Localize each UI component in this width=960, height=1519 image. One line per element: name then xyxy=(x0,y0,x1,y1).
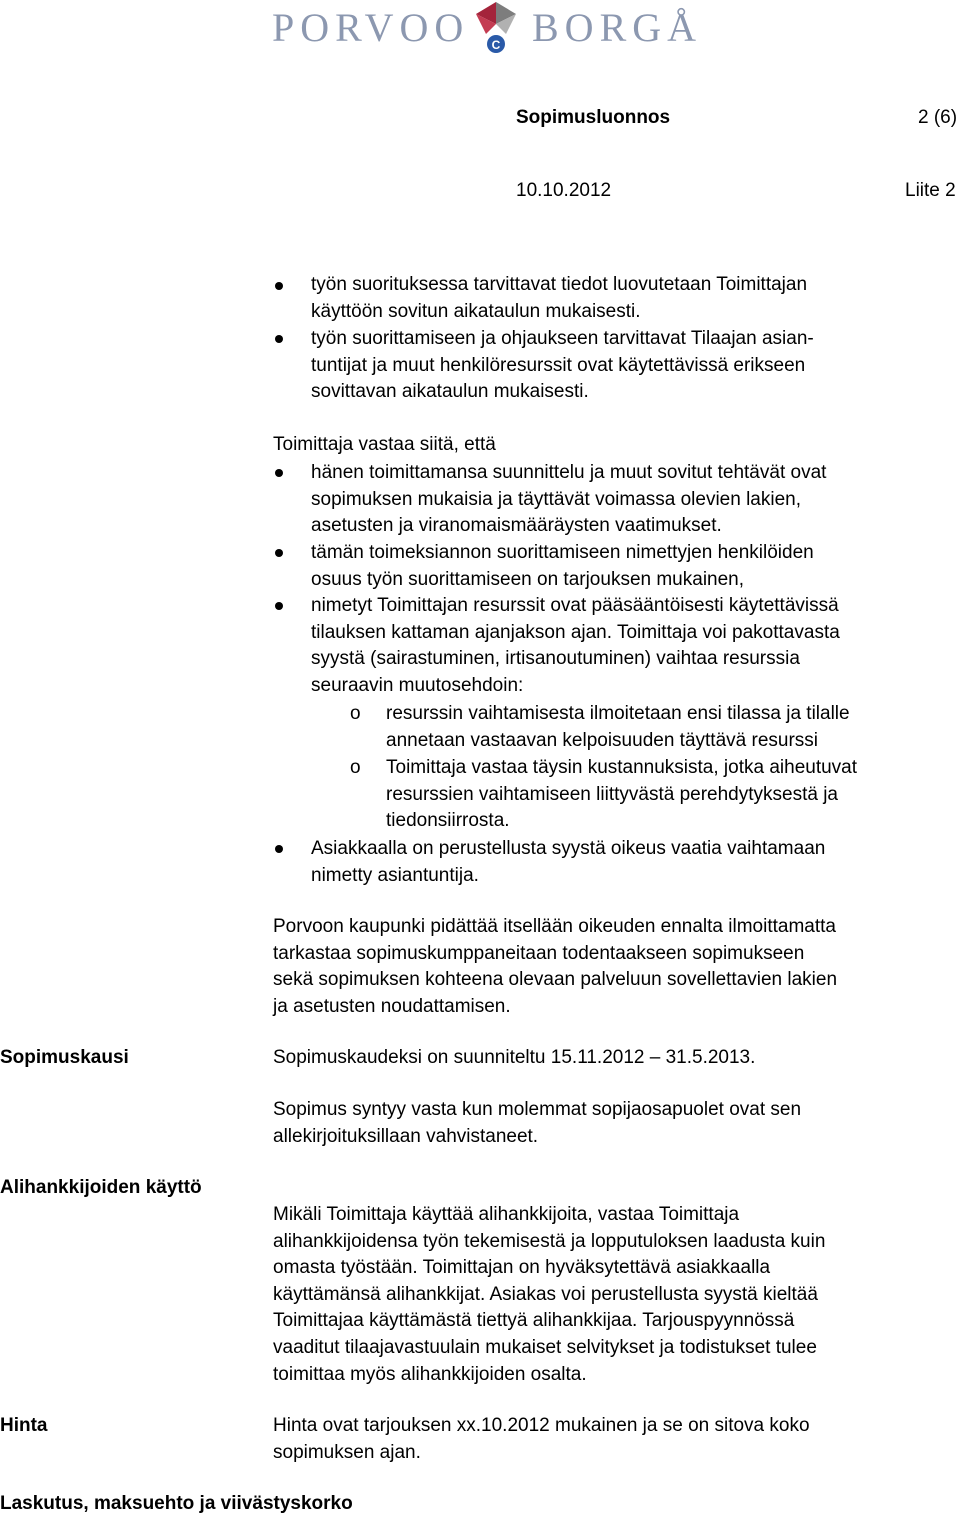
section-heading-sopimuskausi: Sopimuskausi xyxy=(0,1047,129,1068)
page-number: 2 (6) xyxy=(918,107,958,128)
bullet-icon xyxy=(275,549,283,557)
text-line: resurssin vaihtamisesta ilmoitetaan ensi tilassa ja tilalle xyxy=(386,703,850,724)
text-line: vaaditut tilaajavastuulain mukaiset selvitykset ja todistukset tulee xyxy=(273,1336,817,1358)
circle-bullet-icon: o xyxy=(350,703,361,724)
text-line: syystä (sairastuminen, irtisanoutuminen) vaihtaa resurssia xyxy=(311,648,800,670)
text-line: sovittavan aikataulun mukaisesti. xyxy=(311,381,589,403)
text-line: tuntijat ja muut henkilöresurssit ovat käytettävissä erikseen xyxy=(311,354,806,376)
porvoo-borga-logo xyxy=(0,0,960,60)
list-item xyxy=(311,326,814,406)
text-line: työn suorituksessa tarvittavat tiedot luovutetaan Toimittajan xyxy=(311,274,808,295)
text-line: käyttämänsä alihankkijat. Asiakas voi perustellusta syystä kieltää xyxy=(273,1283,818,1305)
bullet-icon xyxy=(275,845,283,853)
text-line: ja asetusten noudattamisen. xyxy=(273,995,511,1017)
bullet-icon xyxy=(275,602,283,610)
section-heading-alihankkijat: Alihankkijoiden käyttö xyxy=(0,1177,202,1198)
text-line: tiedonsiirrosta. xyxy=(386,810,510,832)
text-line: nimetty asiantuntija. xyxy=(311,864,479,886)
svg-text:C: C xyxy=(491,38,501,52)
section-heading-hinta: Hinta xyxy=(0,1415,48,1436)
text-line: asetusten ja viranomaismääräysten vaatimukset. xyxy=(311,515,722,537)
text-line: resurssien vaihtamiseen liittyvästä perehdytyksestä ja xyxy=(386,783,838,805)
document-date: 10.10.2012 xyxy=(516,180,612,201)
supplier-intro: Toimittaja vastaa siitä, että xyxy=(273,434,496,455)
subcontractor-paragraph xyxy=(273,1202,825,1388)
text-line: Sopimus syntyy vasta kun molemmat sopijaosapuolet ovat sen xyxy=(273,1099,802,1120)
attachment-label: Liite 2 xyxy=(905,180,956,201)
text-line: tämän toimeksiannon suorittamiseen nimettyjen henkilöiden xyxy=(311,542,814,563)
text-line: annetaan vastaavan kelpoisuuden täyttävä resurssi xyxy=(386,729,818,751)
porvoo-paragraph xyxy=(273,914,837,1020)
list-item xyxy=(311,460,826,540)
text-line: osuus työn suorittamiseen on tarjouksen mukainen, xyxy=(311,568,745,590)
bullet-icon xyxy=(275,282,283,290)
bullet-icon xyxy=(275,335,283,343)
logo-text-left: PORVOO xyxy=(272,5,470,50)
document-title: Sopimusluonnos xyxy=(516,107,671,128)
contract-formation-paragraph xyxy=(273,1097,801,1150)
text-line: käyttöön sovitun aikataulun mukaisesti. xyxy=(311,300,641,322)
text-line: Hinta ovat tarjouksen xx.10.2012 mukainen ja se on sitova koko xyxy=(273,1415,810,1436)
sub-list-item xyxy=(386,755,857,835)
sub-list-item xyxy=(386,701,850,754)
section-heading-laskutus: Laskutus, maksuehto ja viivästyskorko xyxy=(0,1493,353,1514)
text-line: työn suorittamiseen ja ohjaukseen tarvittavat Tilaajan asian- xyxy=(311,328,814,349)
text-line: sopimuksen mukaisia ja täyttävät voimassa olevien lakien, xyxy=(311,488,802,510)
text-line: nimetyt Toimittajan resurssit ovat pääsääntöisesti käytettävissä xyxy=(311,595,839,616)
city-crest-icon xyxy=(468,0,524,56)
text-line: omasta työstään. Toimittajan on hyväksytettävä asiakkaalla xyxy=(273,1257,771,1279)
text-line: Mikäli Toimittaja käyttää alihankkijoita, vastaa Toimittaja xyxy=(273,1204,740,1225)
list-item xyxy=(311,593,840,699)
contract-period-text: Sopimuskaudeksi on suunniteltu 15.11.2012 – 31.5.2013. xyxy=(273,1047,756,1068)
text-line: sopimuksen ajan. xyxy=(273,1441,421,1463)
bullet-icon xyxy=(275,469,283,477)
text-line: allekirjoituksillaan vahvistaneet. xyxy=(273,1125,539,1147)
text-line: Toimittaja vastaa täysin kustannuksista, jotka aiheutuvat xyxy=(386,757,858,778)
text-line: tilauksen kattaman ajanjakson ajan. Toimittaja voi pakottavasta xyxy=(311,621,840,643)
text-line: alihankkijoidensa työn tekemisestä ja lopputuloksen laadusta kuin xyxy=(273,1230,826,1252)
text-line: sekä sopimuksen kohteena olevaan palveluun sovellettavien lakien xyxy=(273,969,838,991)
text-line: hänen toimittamansa suunnittelu ja muut sovitut tehtävät ovat xyxy=(311,462,827,483)
text-line: Asiakkaalla on perustellusta syystä oikeus vaatia vaihtamaan xyxy=(311,838,826,859)
text-line: toimittaa myös alihankkijoiden osalta. xyxy=(273,1363,587,1385)
list-item xyxy=(311,272,807,325)
list-item xyxy=(311,836,825,889)
logo-text-right: BORGÅ xyxy=(532,5,703,50)
list-item xyxy=(311,540,814,593)
text-line: tarkastaa sopimuskumppaneitaan todentaakseen sopimukseen xyxy=(273,942,805,964)
text-line: seuraavin muutosehdoin: xyxy=(311,674,524,696)
price-paragraph xyxy=(273,1413,810,1466)
text-line: Porvoon kaupunki pidättää itsellään oikeuden ennalta ilmoittamatta xyxy=(273,916,836,937)
text-line: Toimittajaa käyttämästä tiettyä alihankkijaa. Tarjouspyynnössä xyxy=(273,1310,795,1332)
circle-bullet-icon: o xyxy=(350,757,361,778)
